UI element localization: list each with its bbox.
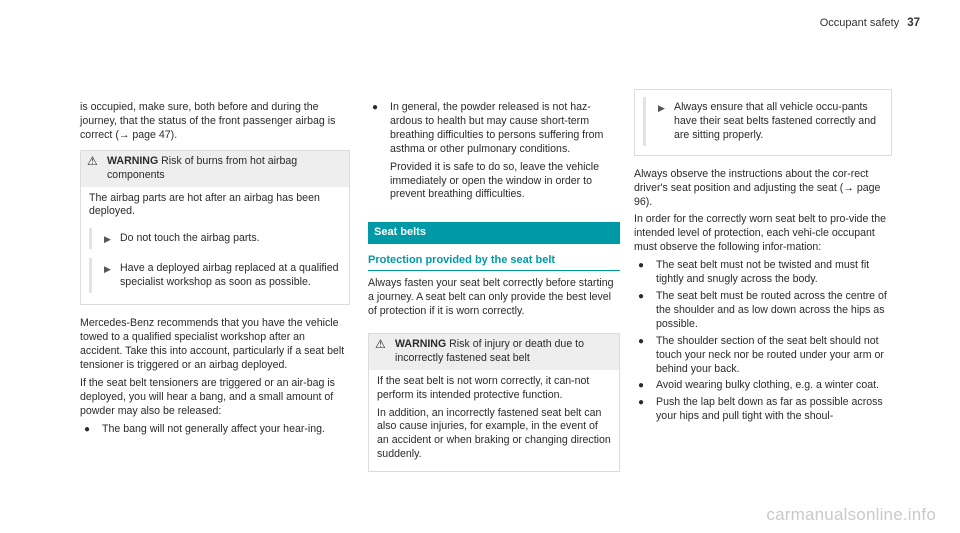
warning-body [369,370,619,471]
list-item: ● Avoid wearing bulky clothing, e.g. a winter coat. [634,379,892,393]
list-item: ● The bang will not generally affect your hear-ing. [80,423,350,437]
list-item: ● The seat belt must be routed across the centre of the shoulder and as low down across the hips as possible. [634,290,892,332]
warning-triangle-icon: ⚠ [375,336,386,351]
column-middle [368,101,620,484]
warning-label: WARNING [107,154,159,167]
bullet-list [80,423,350,437]
warning-title: Risk of burns from hot airbag components [107,154,298,181]
subsection-heading: Protection provided by the seat belt [368,254,620,271]
warning-header [81,151,349,187]
paragraph: In order for the correctly worn seat belt to pro-vide the intended level of protection, each vehi-cle occupant must observe the following infor-mation: [634,213,887,254]
warning-label: WARNING [395,337,447,350]
list-item: ● In general, the powder released is not haz-ardous to health but may cause short-term breathing difficulties to persons suffering from asthma or other pulmonary conditions. Provided it is safe to do so, leave the vehicle immediately or open the window in order to prevent breathing difficulties. [368,101,620,202]
warning-box-continued [634,89,892,156]
section-title: Occupant safety [819,17,900,29]
step-arrow-icon: ▶ [104,264,111,275]
intro-paragraph: is occupied, make sure, both before and during the journey, that the status of the front passenger airbag is correct (→ page 47). [80,101,336,141]
bullet-list [368,101,620,202]
bullet-icon: ● [638,335,645,347]
bullet-icon: ● [372,102,379,113]
paragraph: If the seat belt tensioners are triggered or an air-bag is deployed, you will hear a bang, and a small amount of powder may also be released: [80,376,335,417]
step-text: Always ensure that all vehicle occu-pants have their seat belts fastened correctly and are sitting properly. [674,101,876,141]
bullet-list [634,259,892,424]
warning-header [369,334,619,370]
instruction-step [643,97,883,146]
bullet-icon: ● [638,397,645,409]
bullet-icon: ● [84,423,91,435]
warning-title: Risk of injury or death due to incorrectly fastened seat belt [395,337,584,364]
warning-box-seat-belt [368,333,620,472]
step-arrow-icon: ▶ [104,234,111,245]
page-header [820,17,920,29]
instruction-step [89,228,341,249]
warning-text: In addition, an incorrectly fastened seat belt can also cause injuries, for example, in the event of an accident or when braking or changing direction suddenly. [377,406,611,461]
warning-body [81,187,349,305]
list-item: ● The seat belt must not be twisted and must fit tightly and snugly across the body. [634,259,892,287]
warning-text: The airbag parts are hot after an airbag has been deployed. [89,191,320,218]
column-left [80,101,350,439]
step-text: Have a deployed airbag replaced at a qualified specialist workshop as soon as possible. [120,262,339,289]
section-heading: Seat belts [368,222,620,244]
bullet-icon: ● [638,260,645,272]
step-text: Do not touch the airbag parts. [120,232,260,245]
warning-triangle-icon: ⚠ [87,153,98,168]
bullet-icon: ● [638,290,645,302]
paragraph: Mercedes-Benz recommends that you have the vehicle towed to a qualified specialist workshop after an accident. Take this into account, particularly if a seat belt tensioner is triggered or an airbag deployed. [80,317,345,371]
paragraph: Always observe the instructions about the cor-rect driver's seat position and adjusting the seat (→ page 96). [634,167,881,208]
paragraph: Always fasten your seat belt correctly before starting a journey. A seat belt can only provide the best level of protection if it is worn correctly. [368,277,614,317]
list-item: ● The shoulder section of the seat belt should not touch your neck nor be routed under your arm or behind your back. [634,335,892,377]
page-number: 37 [907,17,920,29]
column-right [634,101,892,427]
bullet-icon: ● [638,380,645,392]
warning-box-burns [80,150,350,305]
instruction-step [89,258,341,293]
step-arrow-icon: ▶ [658,103,665,113]
watermark: carmanualsonline.info [766,505,936,524]
warning-text: If the seat belt is not worn correctly, it can-not perform its intended protective function. [377,374,590,401]
list-item: ● Push the lap belt down as far as possible across your hips and pull tight with the shoul- [634,396,892,424]
